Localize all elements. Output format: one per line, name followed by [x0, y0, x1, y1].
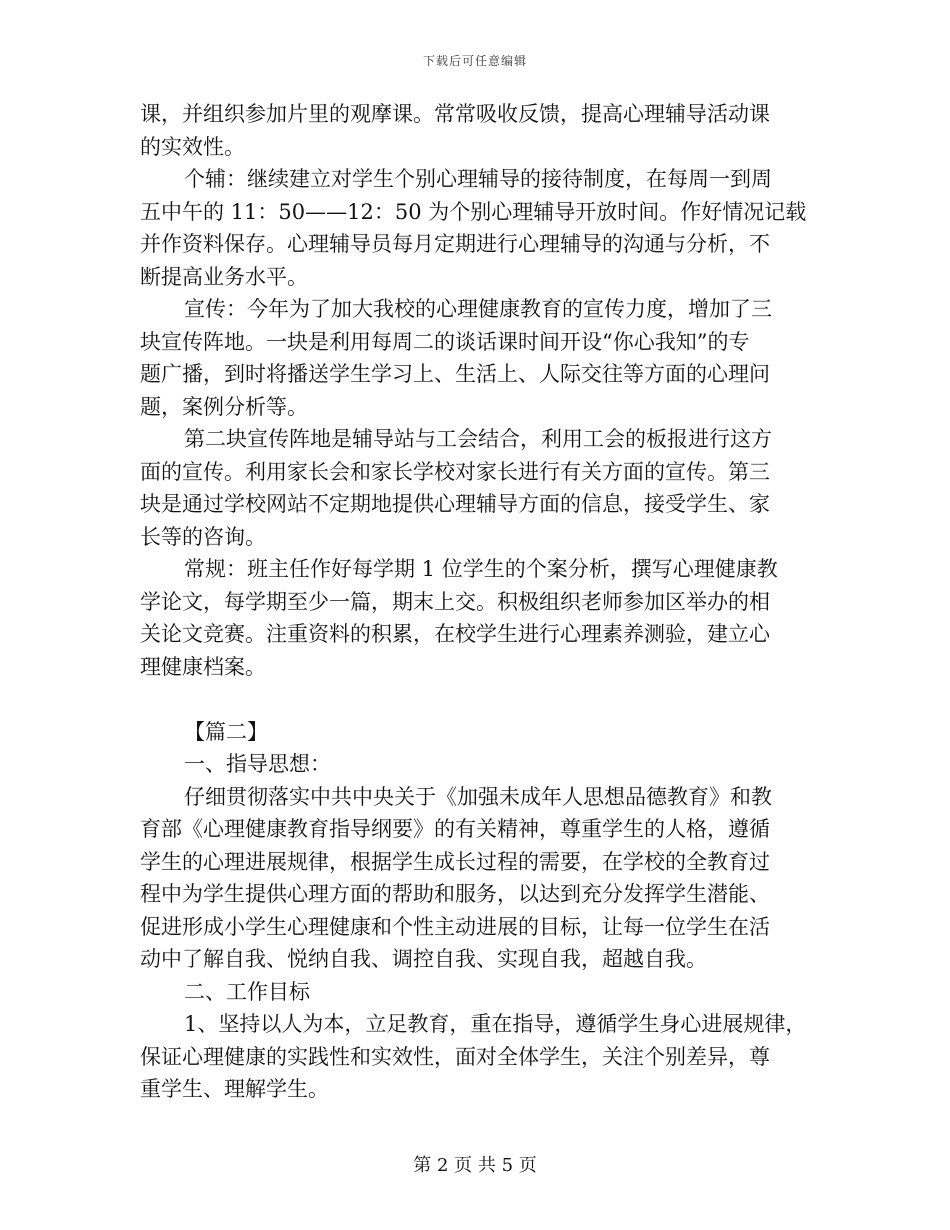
section-heading: 二、工作目标	[184, 979, 310, 1004]
section-heading: 一、指导思想：	[184, 752, 331, 776]
text-line: 第二块宣传阵地是辅导站与工会结合，利用工会的板报进行这方	[184, 427, 772, 451]
text-line: 题，案例分析等。	[140, 394, 308, 419]
text-line: 块宣传阵地。一块是利用每周二的谈话课时间开设“你心我知”的专	[140, 329, 750, 354]
text-line: 课，并组织参加片里的观摩课。常常吸收反馈，提高心理辅导活动课	[140, 102, 770, 126]
text-line: 并作资料保存。心理辅导员每月定期进行心理辅导的沟通与分析，不	[140, 232, 770, 256]
paragraph-work-goals	[140, 1008, 807, 1106]
text-line: 程中为学生提供心理方面的帮助和服务，以达到充分发挥学生潜能、	[140, 882, 770, 906]
text-line: 宣传：今年为了加大我校的心理健康教育的宣传力度，增加了三	[184, 297, 772, 321]
text-line: 动中了解自我、悦纳自我、调控自我、实现自我，超越自我。	[140, 947, 707, 971]
paragraph-routine	[140, 553, 800, 683]
text-line: 题广播，到时将播送学生学习上、生活上、人际交往等方面的心理问	[140, 362, 770, 386]
text-line: 长等的咨询。	[140, 524, 266, 549]
text-line: 个辅：继续建立对学生个别心理辅导的接待制度，在每周一到周	[184, 167, 772, 191]
text-line: 的实效性。	[140, 134, 245, 159]
paragraph-guiding-ideology	[140, 781, 800, 976]
text-line: 面的宣传。利用家长会和家长学校对家长进行有关方面的宣传。第三	[140, 459, 770, 484]
text-line: 常规：班主任作好每学期 1 位学生的个案分析，撰写心理健康教	[184, 557, 778, 581]
text-line: 关论文竞赛。注重资料的积累，在校学生进行心理素养测验，建立心	[140, 622, 770, 646]
paragraph-publicity	[140, 293, 800, 423]
section-title: 【篇二】	[184, 719, 268, 744]
blank-line	[140, 683, 800, 716]
text-line: 育部《心理健康教育指导纲要》的有关精神，尊重学生的人格，遵循	[140, 817, 770, 841]
paragraph-individual-counseling	[140, 163, 807, 293]
text-line: 学生的心理进展规律，根据学生成长过程的需要，在学校的全教育过	[140, 849, 770, 874]
text-line: 理健康档案。	[140, 654, 266, 679]
paragraph-second-publicity	[140, 423, 800, 553]
text-line: 块是通过学校网站不定期地提供心理辅导方面的信息，接受学生、家	[140, 492, 770, 516]
text-line: 五中午的 11：50——12：50 为个别心理辅导开放时间。作好情况记载	[140, 199, 807, 224]
text-line: 仔细贯彻落实中共中央关于《加强未成年人思想品德教育》和教	[184, 784, 772, 809]
text-line: 重学生、理解学生。	[140, 1077, 329, 1101]
paragraph-continuation	[140, 98, 800, 163]
page-number: 第 2 页 共 5 页	[413, 1155, 537, 1176]
text-line: 保证心理健康的实践性和实效性，面对全体学生，关注个别差异，尊	[140, 1044, 770, 1069]
text-line: 学论文，每学期至少一篇，期末上交。积极组织老师参加区举办的相	[140, 589, 770, 614]
document-body	[140, 98, 807, 1106]
page-header-note: 下载后可任意编辑	[422, 54, 527, 68]
text-line: 1、坚持以人为本，立足教育，重在指导，遵循学生身心进展规律，	[184, 1012, 807, 1036]
text-line: 促进形成小学生心理健康和个性主动进展的目标，让每一位学生在活	[140, 914, 770, 939]
text-line: 断提高业务水平。	[140, 264, 308, 289]
